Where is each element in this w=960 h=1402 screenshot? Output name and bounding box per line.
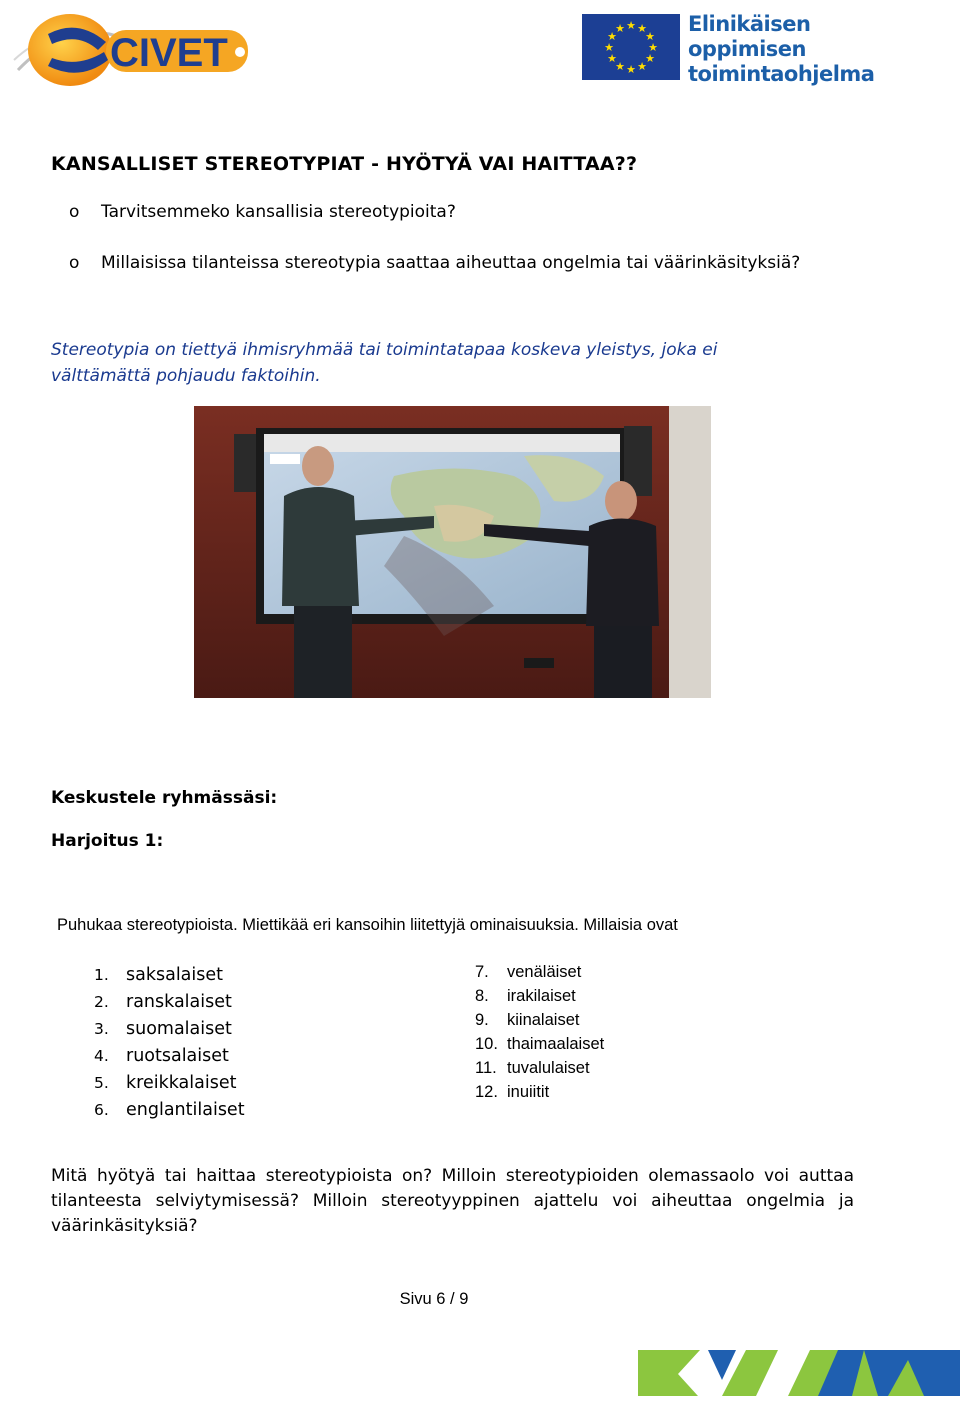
list-item-number: 6. (94, 1101, 109, 1119)
svg-text:★: ★ (637, 60, 647, 73)
bullet-item (69, 253, 869, 277)
list-item-label: ranskalaiset (126, 992, 232, 1012)
exercise-heading: Harjoitus 1: (51, 831, 164, 851)
civet-logo (8, 8, 253, 90)
list-item-number: 1. (94, 966, 109, 984)
eu-program-name (688, 12, 888, 87)
svg-text:★: ★ (615, 22, 625, 35)
list-item-number: 5. (94, 1074, 109, 1092)
list-item-number: 3. (94, 1020, 109, 1038)
list-item-number: 4. (94, 1047, 109, 1065)
eu-stars-icon (582, 14, 680, 80)
closing-questions: Mitä hyötyä tai haittaa stereotypioista on? Milloin stereotypioiden olemassaolo voi auttaa tilanteesta selviytymisessä? Milloin stereotyyppinen ajattelu voi aiheuttaa ongelmia ja väärinkäsityksiä? (51, 1166, 854, 1236)
svg-text:★: ★ (604, 41, 614, 54)
bullet-mark: o (69, 202, 80, 222)
discuss-heading: Keskustele ryhmässäsi: (51, 788, 278, 808)
decorative-stripe (638, 1350, 960, 1396)
eu-program-line: oppimisen (688, 37, 806, 61)
list-item-label: tuvalulaiset (507, 1059, 590, 1077)
svg-text:★: ★ (607, 30, 617, 43)
list-item-label: ruotsalaiset (126, 1046, 229, 1066)
list-item-number: 7. (475, 963, 489, 981)
list-item-label: irakilaiset (507, 987, 576, 1005)
svg-text:★: ★ (645, 52, 655, 65)
page-number: Sivu 6 / 9 (399, 1290, 469, 1308)
svg-text:★: ★ (615, 60, 625, 73)
list-item-label: saksalaiset (126, 965, 224, 985)
svg-text:★: ★ (637, 22, 647, 35)
svg-text:★: ★ (607, 52, 617, 65)
svg-text:★: ★ (648, 41, 658, 54)
eu-flag-logo (582, 14, 680, 80)
list-item-label: suomalaiset (126, 1019, 232, 1039)
list-item-label: kreikkalaiset (126, 1073, 237, 1093)
bullet-item (69, 202, 869, 226)
list-item-number: 2. (94, 993, 109, 1011)
svg-text:★: ★ (645, 30, 655, 43)
svg-text:★: ★ (626, 63, 636, 76)
list-item-label: kiinalaiset (507, 1011, 580, 1029)
list-item-number: 9. (475, 1011, 489, 1029)
stereotype-definition: Stereotypia on tiettyä ihmisryhmää tai toimintatapaa koskeva yleistys, joka ei välttämättä pohjaudu faktoihin. (51, 340, 718, 386)
eu-program-line: toimintaohjelma (688, 62, 875, 86)
list-item-number: 12. (475, 1083, 498, 1101)
list-item-number: 11. (475, 1059, 497, 1077)
list-item-label: inuiitit (507, 1083, 550, 1101)
bullet-text: Tarvitsemmeko kansallisia stereotypioita? (101, 202, 456, 222)
list-item-number: 8. (475, 987, 489, 1005)
svg-text:★: ★ (626, 19, 636, 32)
classroom-photo (194, 406, 711, 698)
eu-program-line: Elinikäisen (688, 12, 811, 36)
list-item-label: englantilaiset (126, 1100, 245, 1120)
civet-logo-text: CIVET (110, 31, 228, 75)
list-item-number: 10. (475, 1035, 498, 1053)
list-item-label: thaimaalaiset (507, 1035, 605, 1053)
bullet-mark: o (69, 253, 80, 273)
list-item-label: venäläiset (507, 963, 582, 981)
bullet-text: Millaisissa tilanteissa stereotypia saattaa aiheuttaa ongelmia tai väärinkäsityksiä? (101, 253, 801, 273)
page-title: KANSALLISET STEREOTYPIAT - HYÖTYÄ VAI HAITTAA?? (51, 153, 638, 175)
exercise-instruction: Puhukaa stereotypioista. Miettikää eri kansoihin liitettyjä ominaisuuksia. Millaisia ovat (57, 916, 678, 934)
